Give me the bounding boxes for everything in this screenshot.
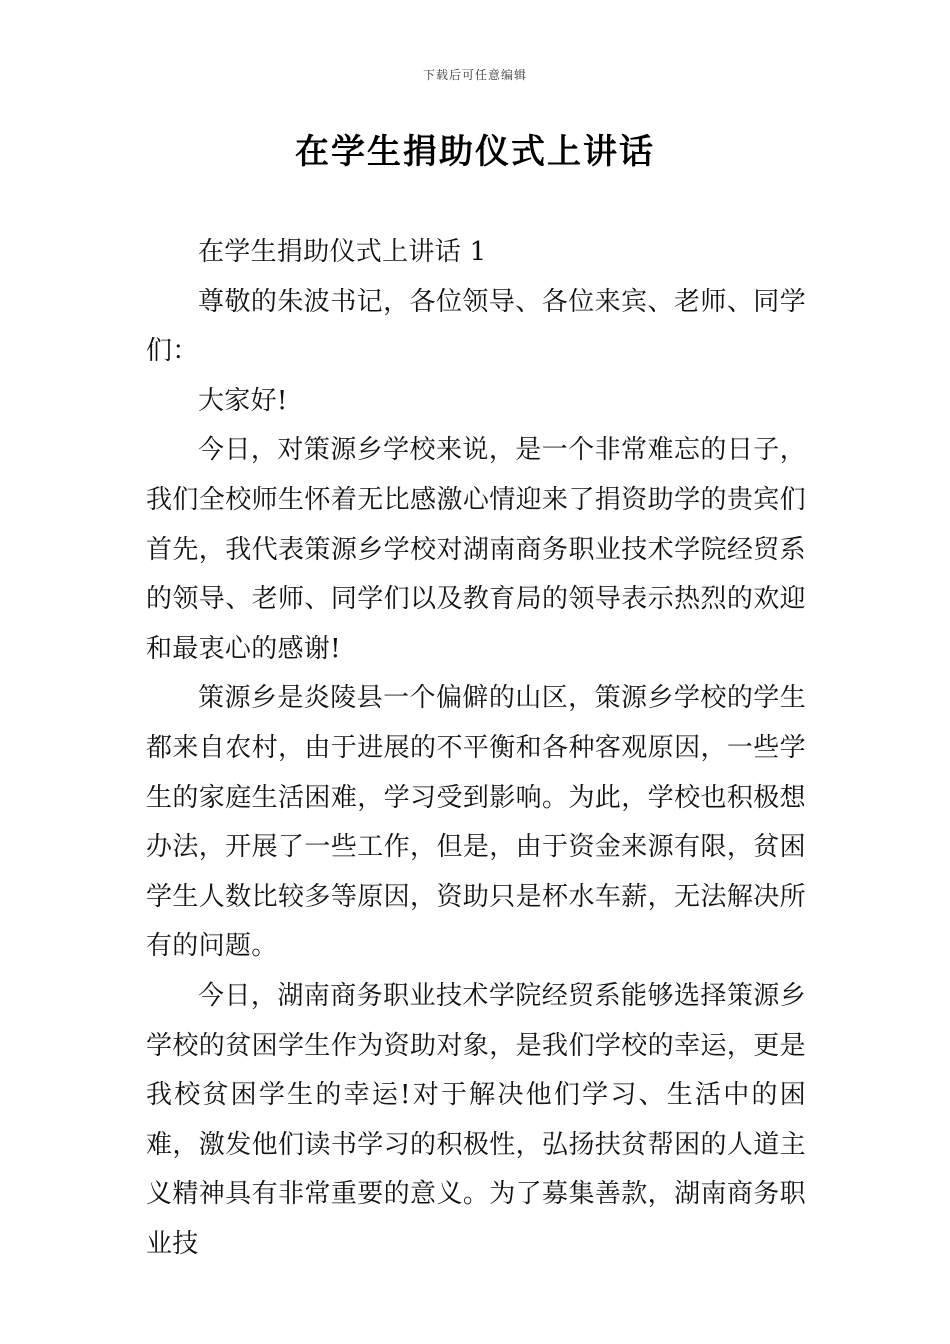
paragraph-welcome: 今日，对策源乡学校来说，是一个非常难忘的日子，我们全校师生怀着无比感激心情迎来了捐资助学的贵宾们首先，我代表策源乡学校对湖南商务职业技术学院经贸系的领导、老师、同学们以及教育局的领导表示热烈的欢迎和最衷心的感谢! [146, 435, 806, 664]
paragraph-background: 策源乡是炎陵县一个偏僻的山区，策源乡学校的学生都来自农村，由于进展的不平衡和各种客观原因，一些学生的家庭生活困难，学习受到影响。为此，学校也积极想办法，开展了一些工作，但是，由于资金来源有限，贫困学生人数比较多等原因，资助只是杯水车薪，无法解决所有的问题。 [146, 683, 806, 962]
paragraph-subtitle: 在学生捐助仪式上讲话 1 [198, 237, 487, 267]
document-body [146, 228, 806, 1269]
header-note: 下载后可任意编辑 [422, 68, 527, 82]
paragraph-salutation: 尊敬的朱波书记，各位领导、各位来宾、老师、同学们： [146, 286, 806, 367]
document-title: 在学生捐助仪式上讲话 [295, 132, 655, 172]
paragraph-significance: 今日，湖南商务职业技术学院经贸系能够选择策源乡学校的贫困学生作为资助对象，是我们学校的幸运，更是我校贫困学生的幸运!对于解决他们学习、生活中的困难，激发他们读书学习的积极性，弘扬扶贫帮困的人道主义精神具有非常重要的意义。为了募集善款，湖南商务职业技 [146, 980, 806, 1259]
paragraph-greeting: 大家好! [198, 385, 288, 416]
